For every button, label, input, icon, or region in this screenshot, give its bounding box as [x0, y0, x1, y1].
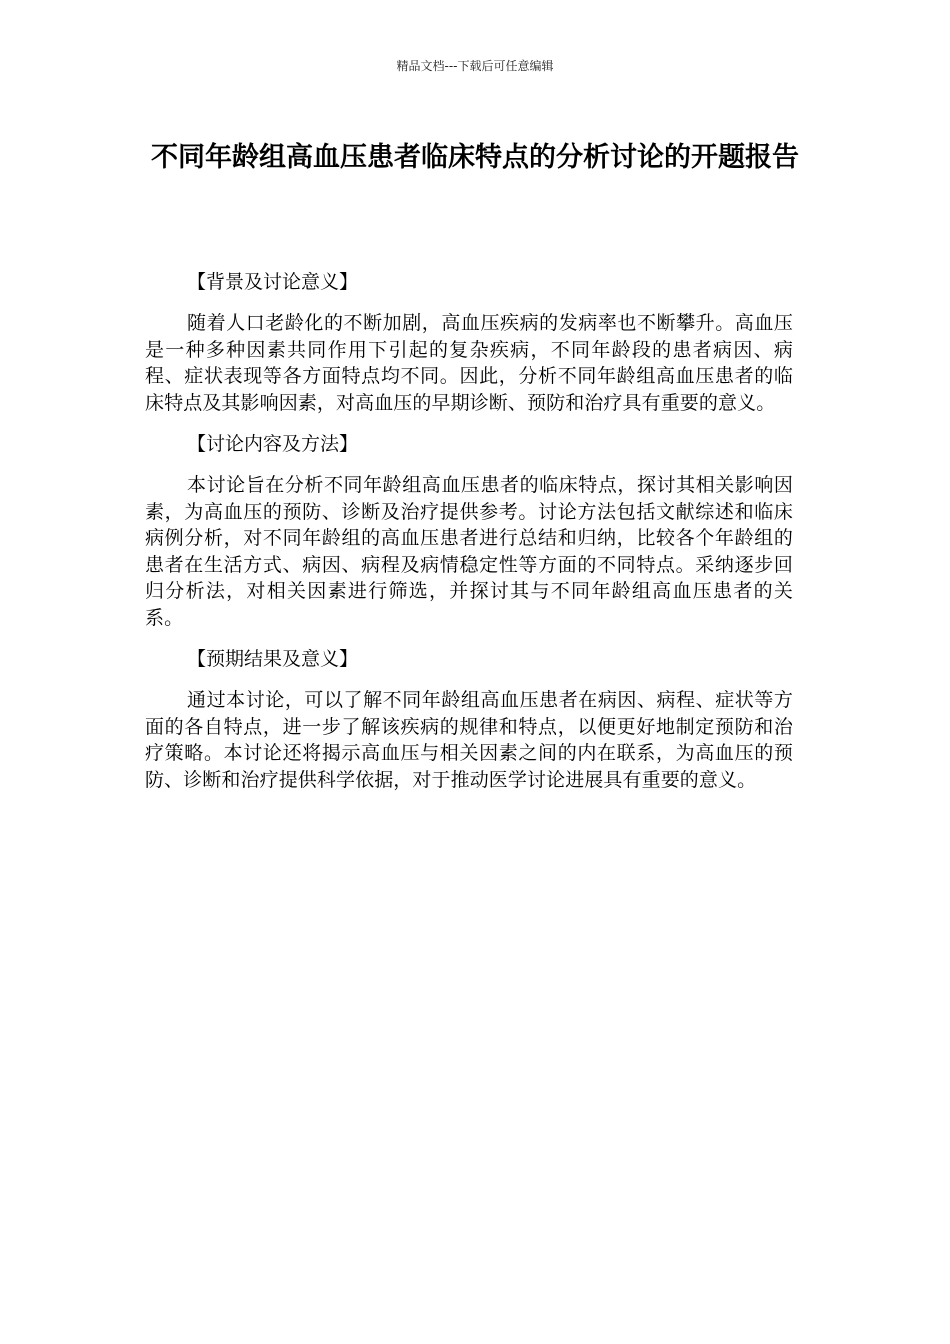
- document-body: [145, 268, 793, 807]
- header-note: 精品文档---下载后可任意编辑: [396, 59, 554, 73]
- section-heading-background: 【背景及讨论意义】: [187, 271, 359, 293]
- section-paragraph-expected-results: 通过本讨论，可以了解不同年龄组高血压患者在病因、病程、症状等方面的各自特点，进一步了解该疾病的规律和特点，以便更好地制定预防和治疗策略。本讨论还将揭示高血压与相关因素之间的内在联系，为高血压的预防、诊断和治疗提供科学依据，对于推动医学讨论进展具有重要的意义。: [145, 689, 793, 791]
- section-heading-expected-results: 【预期结果及意义】: [187, 648, 359, 670]
- section-paragraph-background: 随着人口老龄化的不断加剧，高血压疾病的发病率也不断攀升。高血压是一种多种因素共同作用下引起的复杂疾病，不同年龄段的患者病因、病程、症状表现等各方面特点均不同。因此，分析不同年龄组高血压患者的临床特点及其影响因素，对高血压的早期诊断、预防和治疗具有重要的意义。: [145, 312, 793, 414]
- document-title: 不同年龄组高血压患者临床特点的分析讨论的开题报告: [151, 142, 799, 173]
- section-paragraph-content-method: 本讨论旨在分析不同年龄组高血压患者的临床特点，探讨其相关影响因素，为高血压的预防、诊断及治疗提供参考。讨论方法包括文献综述和临床病例分析，对不同年龄组的高血压患者进行总结和归纳，比较各个年龄组的患者在生活方式、病因、病程及病情稳定性等方面的不同特点。采纳逐步回归分析法，对相关因素进行筛选，并探讨其与不同年龄组高血压患者的关系。: [145, 474, 793, 629]
- section-heading-content-method: 【讨论内容及方法】: [187, 433, 359, 455]
